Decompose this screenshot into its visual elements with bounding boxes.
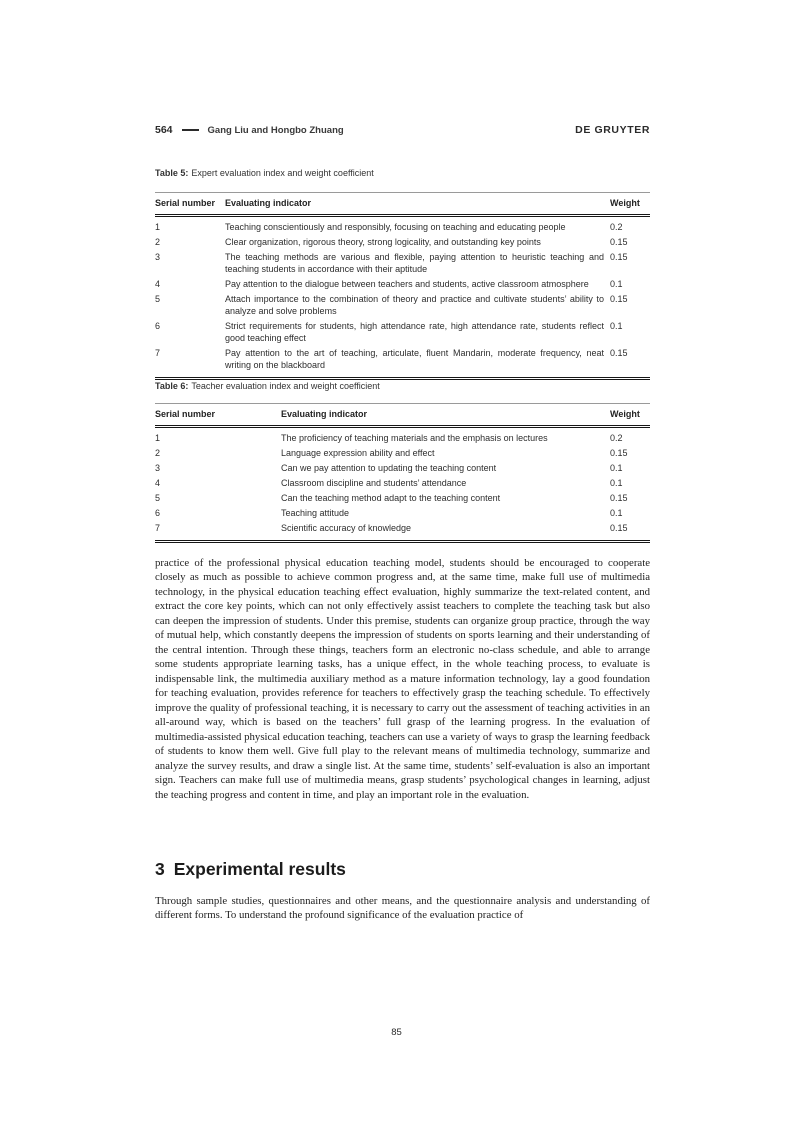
cell-serial: 1 bbox=[155, 432, 161, 443]
col-header-indicator: Evaluating indicator bbox=[281, 409, 368, 419]
cell-weight: 0.1 bbox=[610, 507, 623, 518]
running-header bbox=[155, 124, 650, 136]
table-row bbox=[155, 346, 650, 378]
cell-weight: 0.15 bbox=[610, 236, 628, 247]
header-dash-rule bbox=[182, 129, 199, 131]
cell-indicator: Attach importance to the combination of theory and practice and cultivate students’ ability to analyze and solve problems bbox=[225, 293, 604, 316]
cell-serial: 3 bbox=[155, 251, 161, 262]
page-number: 85 bbox=[391, 1027, 402, 1038]
body-paragraph: Through sample studies, questionnaires and other means, and the questionnaire analysis and understanding of different forms. To understand the profound significance of the evaluation practice of bbox=[155, 894, 650, 922]
table-row bbox=[155, 250, 650, 277]
table-header-row bbox=[155, 404, 650, 427]
table6-caption-label: Table 6: bbox=[155, 381, 189, 391]
cell-weight: 0.2 bbox=[610, 432, 623, 443]
cell-serial: 2 bbox=[155, 236, 161, 247]
col-header-weight: Weight bbox=[610, 409, 640, 419]
col-header-serial: Serial number bbox=[155, 409, 216, 419]
cell-weight: 0.15 bbox=[610, 492, 628, 503]
cell-weight: 0.1 bbox=[610, 462, 623, 473]
teacher-evaluation-table bbox=[155, 403, 650, 543]
body-paragraph: practice of the professional physical education teaching model, students should be encouraged to cooperate closely as much as possible to achieve common progress and, at the same time, make full use of multimedia technology, in the physical education teaching effect evaluation, highly summarize the text-related content, and extract the core key points, which can not only effectively assist teachers to complete the teaching task but also can deepen the impression of students. Under this premise, students can organize group practice, through the way of mutual help, which constantly deepens the impression of students on sports learning and their understanding of the central intention. Through these things, teachers form an electronic no-class schedule, and able to arrange some students appropriate learning tasks, has a unique effect, in the whole teaching process, to evaluate is indispensable link, the multimedia auxiliary method as a mature information technology, lay a good foundation for teaching evaluation, provides reference for teachers to effectively grasp the teaching schedule. To effectively improve the quality of professional teaching, it is necessary to carry out the assessment of teaching activities in an all-around way, which is based on the teachers’ full grasp of the learning progress. In the evaluation of multimedia-assisted physical education teaching, teachers can use a variety of ways to grasp the learning feedback of students to know them well. Give full play to the relevant means of multimedia technology, summarize and analyze the survey results, and draw a single list. At the same time, students’ self-evaluation is also an important sign. Teachers can make full use of multimedia means, grasp students’ psychological changes in learning, adjust the teaching progress and content in time, and play an important role in the evaluation. bbox=[155, 556, 650, 801]
table5-caption-label: Table 5: bbox=[155, 168, 189, 178]
cell-indicator: The teaching methods are various and flexible, paying attention to heuristic teaching and teaching students in accordance with their aptitude bbox=[225, 251, 604, 274]
cell-weight: 0.15 bbox=[610, 522, 628, 533]
table-row bbox=[155, 215, 650, 234]
cell-indicator: Pay attention to the dialogue between teachers and students, active classroom atmosphere bbox=[225, 278, 589, 289]
cell-indicator: Strict requirements for students, high attendance rate, high attendance rate, students reflect good teaching effect bbox=[225, 320, 604, 343]
running-header-left bbox=[155, 124, 344, 136]
cell-indicator: Scientific accuracy of knowledge bbox=[281, 522, 412, 533]
table-row bbox=[155, 476, 650, 491]
cell-serial: 7 bbox=[155, 347, 161, 358]
table-row bbox=[155, 491, 650, 506]
cell-serial: 6 bbox=[155, 320, 161, 331]
cell-serial: 2 bbox=[155, 447, 161, 458]
cell-indicator: Classroom discipline and students’ attendance bbox=[281, 477, 467, 488]
table-row bbox=[155, 235, 650, 250]
table6-caption bbox=[155, 381, 650, 391]
table-row bbox=[155, 292, 650, 319]
cell-weight: 0.15 bbox=[610, 447, 628, 458]
cell-weight: 0.15 bbox=[610, 347, 628, 358]
cell-serial: 1 bbox=[155, 221, 161, 232]
cell-serial: 5 bbox=[155, 293, 161, 304]
cell-weight: 0.1 bbox=[610, 477, 623, 488]
header-authors: Gang Liu and Hongbo Zhuang bbox=[207, 124, 344, 136]
cell-indicator: The proficiency of teaching materials and the emphasis on lectures bbox=[281, 432, 548, 443]
table-row bbox=[155, 521, 650, 541]
table-row bbox=[155, 277, 650, 292]
cell-indicator: Pay attention to the art of teaching, articulate, fluent Mandarin, moderate frequency, neat writing on the blackboard bbox=[225, 347, 604, 370]
table6-caption-text: Teacher evaluation index and weight coefficient bbox=[191, 381, 380, 391]
cell-serial: 5 bbox=[155, 492, 161, 503]
col-header-indicator: Evaluating indicator bbox=[225, 198, 312, 208]
cell-weight: 0.15 bbox=[610, 251, 628, 262]
cell-indicator: Language expression ability and effect bbox=[281, 447, 435, 458]
table-header-row bbox=[155, 193, 650, 216]
cell-indicator: Clear organization, rigorous theory, strong logicality, and outstanding key points bbox=[225, 236, 541, 247]
table-row bbox=[155, 446, 650, 461]
cell-weight: 0.1 bbox=[610, 320, 623, 331]
header-folio: 564 bbox=[155, 124, 173, 136]
table-row bbox=[155, 319, 650, 346]
col-header-serial: Serial number bbox=[155, 198, 216, 208]
cell-indicator: Teaching conscientiously and responsibly, focusing on teaching and educating people bbox=[225, 221, 566, 232]
table-row bbox=[155, 426, 650, 445]
cell-serial: 3 bbox=[155, 462, 161, 473]
table5-caption bbox=[155, 168, 650, 178]
cell-serial: 4 bbox=[155, 477, 161, 488]
cell-serial: 7 bbox=[155, 522, 161, 533]
cell-weight: 0.15 bbox=[610, 293, 628, 304]
cell-serial: 6 bbox=[155, 507, 161, 518]
section-number: 3 bbox=[155, 858, 165, 879]
publisher-wordmark: DE GRUYTER bbox=[575, 124, 650, 136]
cell-serial: 4 bbox=[155, 278, 161, 289]
cell-indicator: Can we pay attention to updating the teaching content bbox=[281, 462, 497, 473]
table5-caption-text: Expert evaluation index and weight coefficient bbox=[191, 168, 374, 178]
expert-evaluation-table bbox=[155, 192, 650, 380]
section-title: Experimental results bbox=[173, 858, 346, 879]
table-row bbox=[155, 506, 650, 521]
cell-weight: 0.1 bbox=[610, 278, 623, 289]
cell-indicator: Teaching attitude bbox=[281, 507, 350, 518]
table-row bbox=[155, 461, 650, 476]
section-heading bbox=[155, 859, 650, 880]
col-header-weight: Weight bbox=[610, 198, 640, 208]
cell-weight: 0.2 bbox=[610, 221, 623, 232]
cell-indicator: Can the teaching method adapt to the teaching content bbox=[281, 492, 501, 503]
